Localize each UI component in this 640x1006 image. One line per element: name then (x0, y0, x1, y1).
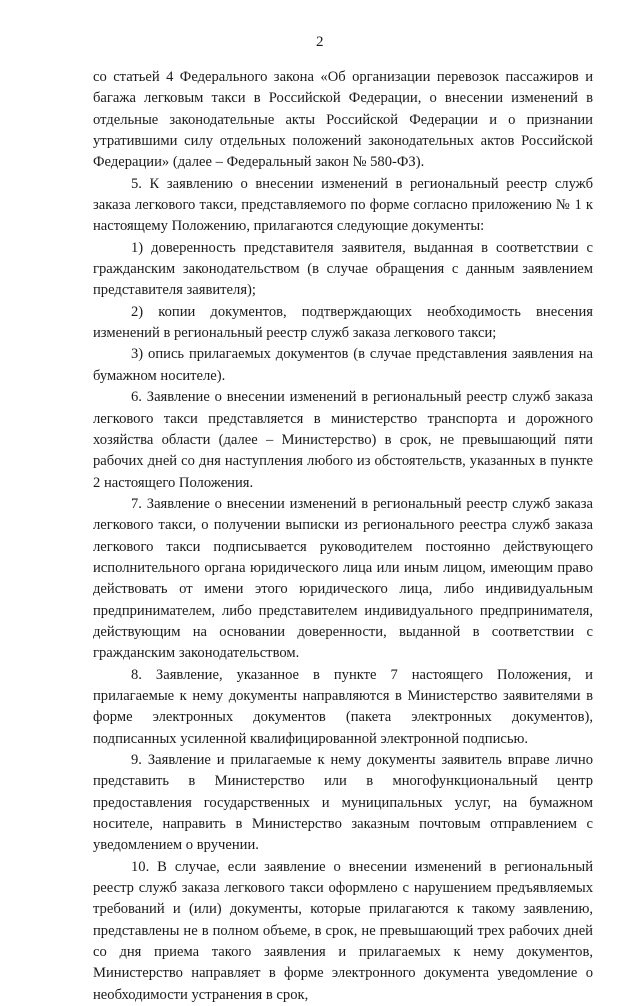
paragraph-5-item-1: 1) доверенность представителя заявителя, выданная в соответствии с гражданским законодательством (в случае обращения с данным заявлением представителя заявителя); (93, 239, 593, 299)
document-body (93, 67, 593, 1006)
paragraph-5-item-3: 3) опись прилагаемых документов (в случае представления заявления на бумажном носителе). (93, 346, 593, 384)
paragraph-7: 7. Заявление о внесении изменений в региональный реестр служб заказа легкового такси, о получении выписки из регионального реестра служб заказа легкового такси подписывается руководителем постоянно действующего исполнительного органа юридического лица или иным лицом, имеющим право действовать от имени этого юридического лица, либо индивидуальным предпринимателем, либо представителем индивидуального предпринимателя, действующим на основании доверенности, выданной в соответствии с гражданским законодательством. (93, 495, 593, 662)
paragraph-10: 10. В случае, если заявление о внесении изменений в региональный реестр служб заказа легкового такси оформлено с нарушением предъявляемых требований и (или) документы, которые прилагаются к такому заявлению, представлены не в полном объеме, в срок, не превышающий трех рабочих дней со дня приема такого заявления и прилагаемых к нему документов, Министерство направляет в форме электронного документа уведомление о необходимости устранения в срок, (93, 858, 593, 1003)
paragraph-9: 9. Заявление и прилагаемые к нему документы заявитель вправе лично представить в Министерство или в многофункциональный центр предоставления государственных и муниципальных услуг, на бумажном носителе, направить в Министерство заказным почтовым отправлением с уведомлением о вручении. (93, 752, 593, 854)
page-number: 2 (316, 34, 324, 50)
paragraph-5: 5. К заявлению о внесении изменений в региональный реестр служб заказа легкового такси, представляемого по форме согласно приложению № 1 к настоящему Положению, прилагаются следующие документы: (93, 175, 593, 235)
paragraph-intro: со статьей 4 Федерального закона «Об организации перевозок пассажиров и багажа легковым такси в Российской Федерации, о внесении изменений в отдельные законодательные акты Российской Федерации и о признании утратившими силу отдельных положений законодательных актов Российской Федерации» (далее – Федеральный закон № 580-ФЗ). (93, 69, 593, 171)
paragraph-5-item-2: 2) копии документов, подтверждающих необходимость внесения изменений в региональный реестр служб заказа легкового такси; (93, 303, 593, 342)
paragraph-6: 6. Заявление о внесении изменений в региональный реестр служб заказа легкового такси представляется в министерство транспорта и дорожного хозяйства области (далее – Министерство) в срок, не превышающий пяти рабочих дней со дня наступления любого из обстоятельств, указанных в пункте 2 настоящего Положения. (93, 389, 593, 491)
paragraph-8: 8. Заявление, указанное в пункте 7 настоящего Положения, и прилагаемые к нему документы направляются в Министерство заявителями в форме электронных документов (пакета электронных документов), подписанных усиленной квалифицированной электронной подписью. (93, 666, 593, 747)
